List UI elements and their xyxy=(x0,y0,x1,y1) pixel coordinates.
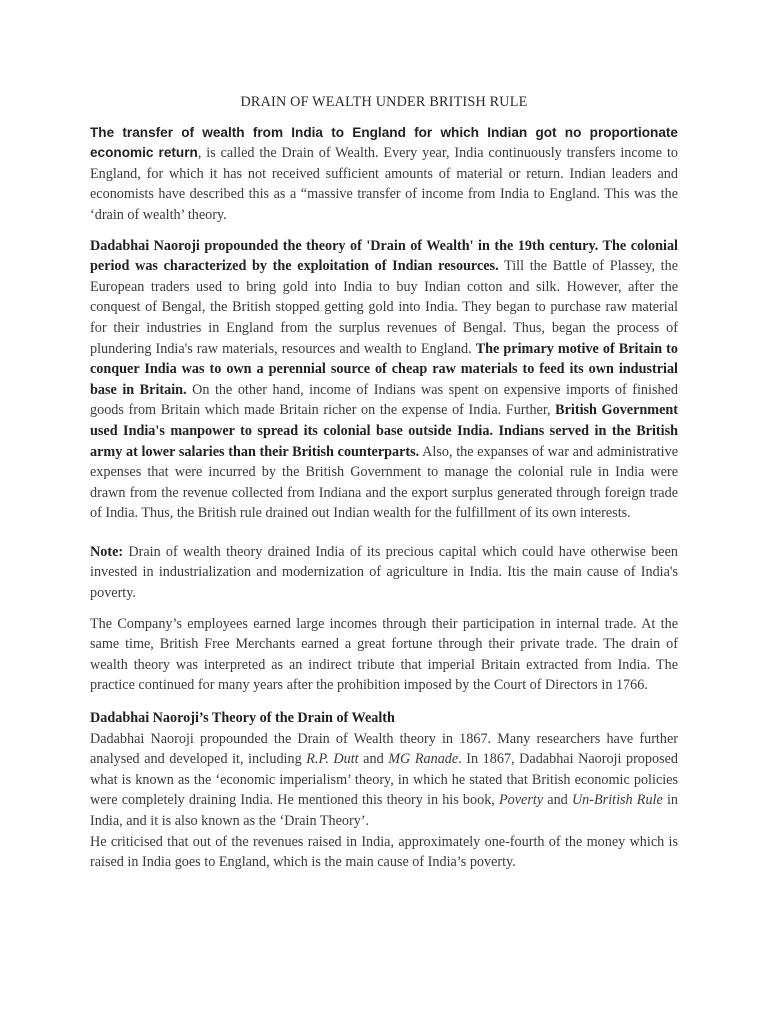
page-title: DRAIN OF WEALTH UNDER BRITISH RULE xyxy=(240,94,528,110)
book-title-un-british-rule: Un-British Rule xyxy=(571,792,663,809)
author-dutt: R.P. Dutt xyxy=(306,751,359,768)
naoroji-text-2: On the other hand, income of Indians was spent on expensive imports of finished goods from Britain which made Britain richer on the expense of India. Further, xyxy=(90,381,678,419)
naoroji-paragraph xyxy=(90,236,678,524)
section-paragraph-2: He criticised that out of the revenues raised in India, approximately one-fourth of the money which is raised in India goes to England, which is the main cause of India’s poverty. xyxy=(90,833,678,871)
section-text-d: and xyxy=(543,792,572,809)
section-heading: Dadabhai Naoroji’s Theory of the Drain of Wealth xyxy=(90,710,395,727)
document-page xyxy=(90,92,678,873)
section-text-a: Dadabhai Naoroji propounded the Drain of Wealth theory in 1867. Many researchers have further analysed and developed it, including xyxy=(90,730,678,768)
intro-text: , is called the Drain of Wealth. Every year, India continuously transfers income to England, for which it has not received sufficient amounts of material or return. Indian leaders and economists have described this as a “massive transfer of income from India to England. This was the ‘drain of wealth’ theory. xyxy=(90,145,678,223)
intro-paragraph xyxy=(90,123,678,226)
naoroji-bold-1: Dadabhai Naoroji propounded the theory of 'Drain of Wealth' in the 19th century. The colonial period was characterized by the exploitation of Indian resources. xyxy=(90,237,678,275)
naoroji-bold-2: The primary motive of Britain to conquer India was to own a perennial source of cheap raw materials to feed its own industrial base in Britain. xyxy=(90,340,678,398)
naoroji-bold-3: British Government used India's manpower to spread its colonial base outside India. Indians served in the British army at lower salaries than their British counterparts. xyxy=(90,402,679,460)
note-text: Drain of wealth theory drained India of its precious capital which could have otherwise been invested in industrialization and modernization of agriculture in India. Itis the main cause of India's poverty. xyxy=(90,543,678,602)
note-label: Note: xyxy=(90,543,124,560)
company-employees-paragraph: The Company’s employees earned large incomes through their participation in internal trade. At the same time, British Free Merchants earned a great fortune through their private trade. The drain of wealth theory was interpreted as an indirect tribute that imperial Britain extracted from India. The practice continued for many years after the prohibition imposed by the Court of Directors in 1766. xyxy=(90,615,678,694)
section-text-e: in India, and it is also known as the ‘Drain Theory’. xyxy=(90,792,678,829)
note-paragraph xyxy=(90,542,678,604)
naoroji-text-1: Till the Battle of Plassey, the European traders used to bring gold into India to buy Indian cotton and silk. However, after the conquest of Bengal, the British stopped getting gold into India. They began to purchase raw material for their industries in England from the surplus revenues of Bengal. Thus, began the process of plundering India's raw materials, resources and wealth to England. xyxy=(90,258,679,357)
naoroji-text-3: Also, the expanses of war and administrative expenses that were incurred by the British Government to manage the colonial rule in India were drawn from the revenue collected from Indiana and the export surplus generated through foreign trade of India. Thus, the British rule drained out Indian wealth for the fulfillment of its own interests. xyxy=(90,443,678,522)
section-text-c: . In 1867, Dadabhai Naoroji proposed what is known as the ‘economic imperialism’ theory, in which he stated that British economic policies were completely draining India. He mentioned this theory in his book, xyxy=(90,751,678,809)
book-title-poverty: Poverty xyxy=(499,792,544,809)
section-paragraph-1 xyxy=(90,729,678,832)
author-ranade: MG Ranade xyxy=(388,751,459,768)
intro-bold-definition: The transfer of wealth from India to England for which Indian got no proportionate economic return xyxy=(90,124,678,161)
section-text-b: and xyxy=(358,751,389,768)
